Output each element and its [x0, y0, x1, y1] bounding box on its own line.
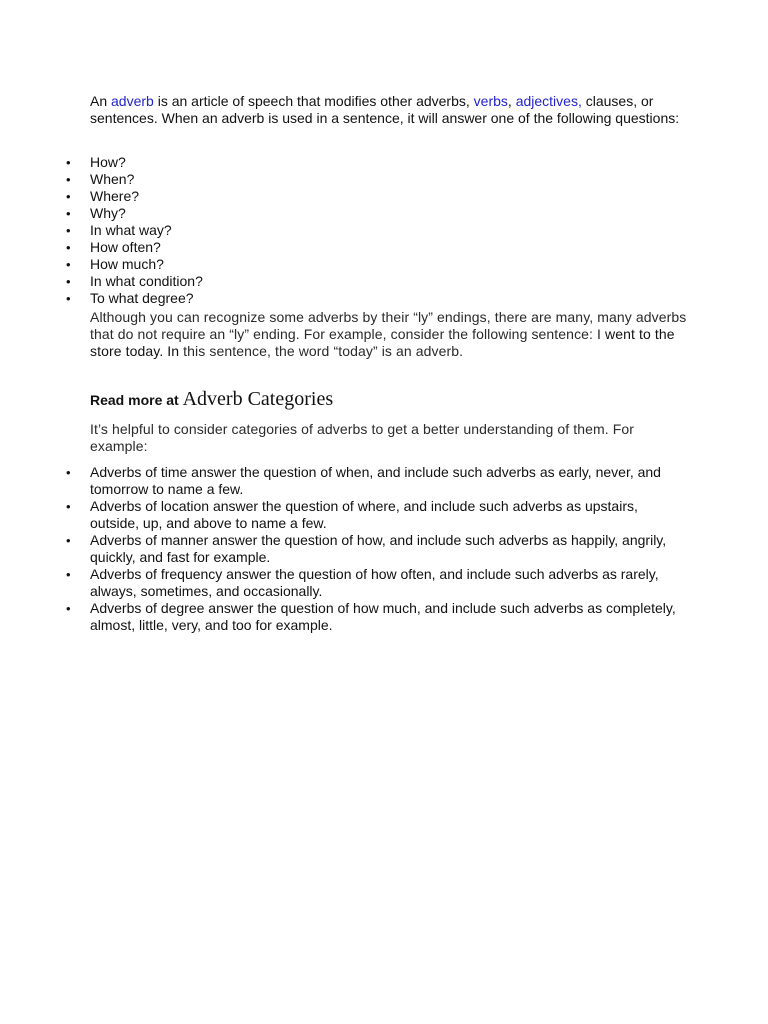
- question-text: How often?: [90, 239, 161, 255]
- intro-separator: ,: [507, 93, 516, 109]
- intro-paragraph: [90, 93, 690, 127]
- question-text: In what way?: [90, 222, 172, 238]
- adverb-categories-title[interactable]: Adverb Categories: [182, 388, 334, 410]
- bullet-icon: •: [66, 567, 71, 582]
- ly-endings-paragraph: [90, 309, 690, 360]
- bullet-icon: •: [66, 206, 71, 221]
- bullet-icon: •: [66, 189, 71, 204]
- bullet-icon: •: [66, 172, 71, 187]
- list-item: [0, 188, 690, 205]
- list-item: [0, 290, 690, 307]
- list-item: [0, 239, 690, 256]
- adjectives-link[interactable]: adjectives,: [515, 93, 582, 109]
- question-text: How?: [90, 154, 126, 170]
- bullet-icon: •: [66, 257, 71, 272]
- category-text: Adverbs of manner answer the question of how, and include such adverbs as happily, angrily, quickly, and fast for example.: [90, 532, 667, 565]
- category-text: Adverbs of frequency answer the question of how often, and include such adverbs as rarely, always, sometimes, and occasionally.: [90, 566, 659, 599]
- list-item: [0, 256, 690, 273]
- category-text: Adverbs of time answer the question of when, and include such adverbs as early, never, and tomorrow to name a few.: [90, 464, 661, 497]
- bullet-icon: •: [66, 155, 71, 170]
- question-text: Why?: [90, 205, 126, 221]
- categories-intro-line-1: It’s helpful to consider categories of adverbs to get a better understanding of them. For: [90, 421, 635, 437]
- categories-intro-paragraph: [90, 421, 690, 455]
- example-sentence: went to the store today.: [90, 326, 675, 359]
- bullet-icon: •: [66, 465, 71, 480]
- list-item: [0, 600, 690, 634]
- bullet-icon: •: [66, 223, 71, 238]
- adverb-link[interactable]: adverb: [111, 93, 154, 109]
- ly-text-2: this sentence, the word “today” is an adverb.: [179, 343, 464, 359]
- questions-list: [0, 154, 690, 307]
- list-item: [0, 222, 690, 239]
- list-item: [0, 566, 690, 600]
- list-item: [0, 171, 690, 188]
- bullet-icon: •: [66, 601, 71, 616]
- question-text: How much?: [90, 256, 164, 272]
- ly-text-1: Although you can recognize some adverbs by their “ly” endings, there are many, many adverbs that do not require an “ly” ending. For example, consider the following sentence: I: [90, 309, 687, 342]
- list-item: [0, 498, 690, 532]
- bullet-icon: •: [66, 533, 71, 548]
- list-item: [0, 464, 690, 498]
- read-more-heading: [90, 388, 333, 411]
- intro-an: An: [90, 93, 112, 109]
- category-text: Adverbs of location answer the question of where, and include such adverbs as upstairs, outside, up, and above to name a few.: [90, 498, 638, 531]
- list-item: [0, 273, 690, 290]
- read-more-prefix: Read more at: [90, 392, 183, 408]
- bullet-icon: •: [66, 499, 71, 514]
- question-text: Where?: [90, 188, 140, 204]
- category-text: Adverbs of degree answer the question of how much, and include such adverbs as completely, almost, little, very, and too for example.: [90, 600, 676, 633]
- list-item: [0, 532, 690, 566]
- example-in-word: In: [163, 343, 180, 359]
- question-text: To what degree?: [90, 290, 194, 306]
- question-text: In what condition?: [90, 273, 203, 289]
- intro-text-2: clauses, or sentences. When an adverb is used in a sentence, it will answer one of the following questions:: [90, 93, 680, 126]
- list-item: [0, 205, 690, 222]
- question-text: When?: [90, 171, 135, 187]
- bullet-icon: •: [66, 274, 71, 289]
- bullet-icon: •: [66, 291, 71, 306]
- bullet-icon: •: [66, 240, 71, 255]
- list-item: [0, 154, 690, 171]
- verbs-link[interactable]: verbs: [473, 93, 508, 109]
- categories-intro-line-2: example:: [90, 438, 148, 454]
- categories-list: [0, 464, 690, 634]
- intro-text-1: is an article of speech that modifies other adverbs,: [153, 93, 474, 109]
